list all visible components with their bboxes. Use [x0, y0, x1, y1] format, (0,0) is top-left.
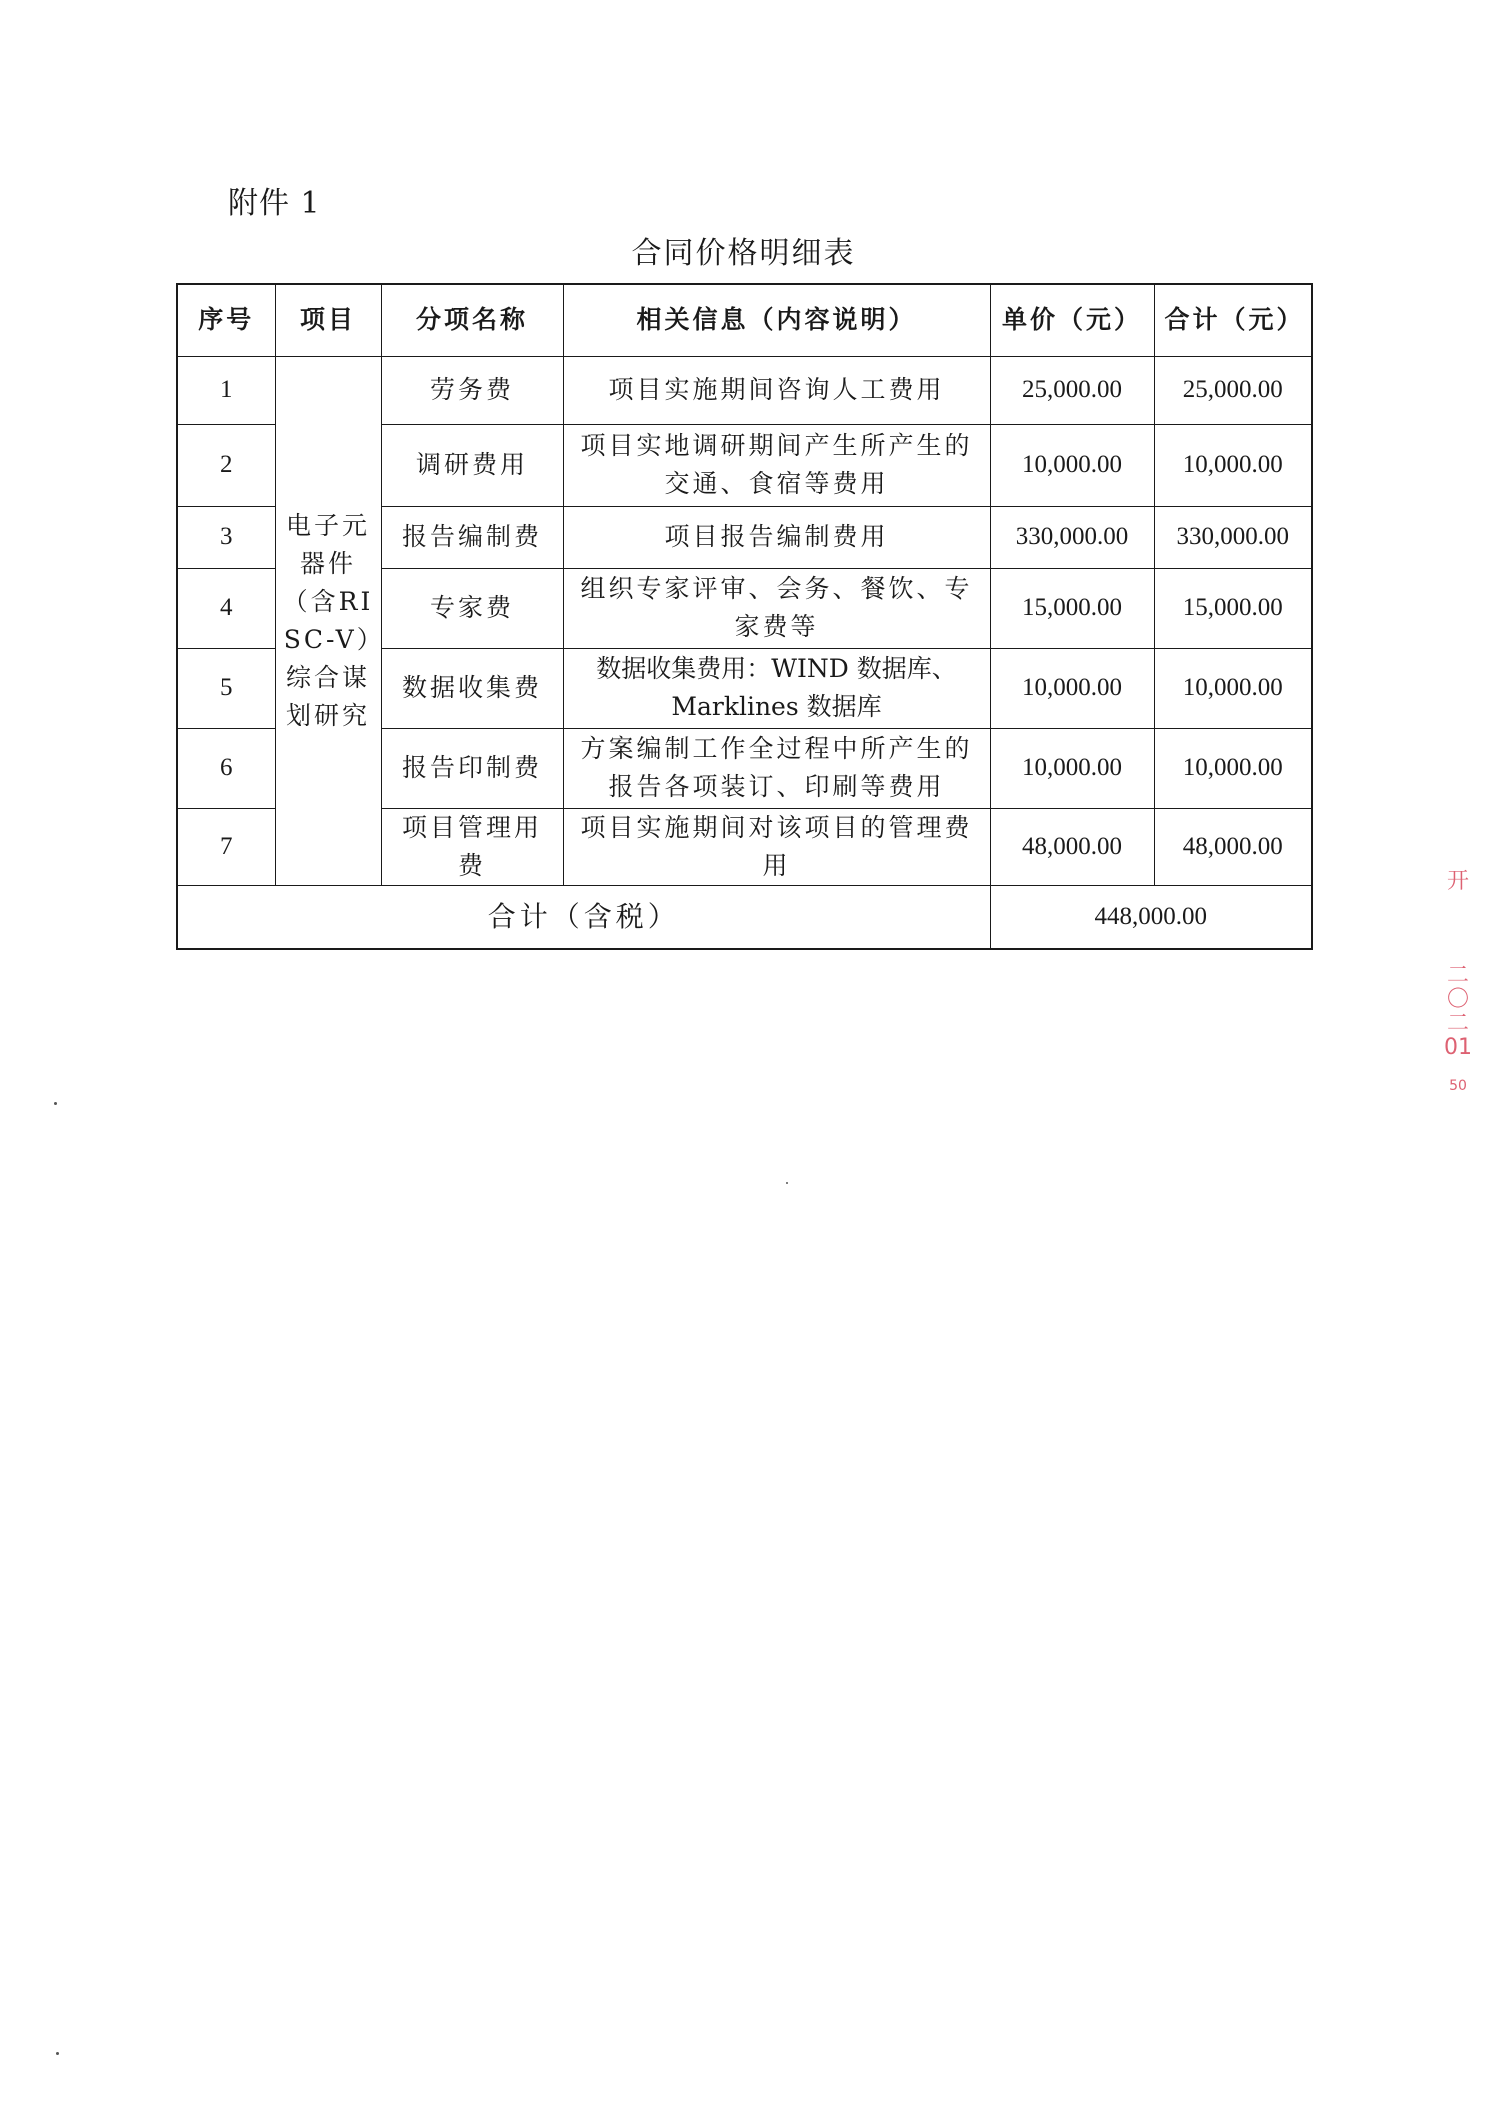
row-unit-price: 15,000.00	[990, 568, 1154, 648]
project-name: 电子元器件（含RISC-V）综合谋划研究	[275, 356, 381, 885]
row-item: 报告编制费	[381, 506, 563, 568]
table-row	[177, 356, 1312, 424]
row-item: 专家费	[381, 568, 563, 648]
row-total: 25,000.00	[1154, 356, 1312, 424]
row-desc: 项目实地调研期间产生所产生的交通、食宿等费用	[563, 424, 990, 506]
row-total: 48,000.00	[1154, 808, 1312, 885]
row-unit-price: 10,000.00	[990, 424, 1154, 506]
attachment-label: 附件 1	[228, 186, 321, 221]
row-unit-price: 330,000.00	[990, 506, 1154, 568]
price-detail-table	[176, 283, 1313, 950]
row-unit-price: 10,000.00	[990, 728, 1154, 808]
header-unit-price: 单价（元）	[990, 284, 1154, 356]
row-total: 15,000.00	[1154, 568, 1312, 648]
row-desc: 组织专家评审、会务、餐饮、专家费等	[563, 568, 990, 648]
row-item: 报告印制费	[381, 728, 563, 808]
row-item: 数据收集费	[381, 648, 563, 728]
row-no: 4	[177, 568, 275, 648]
seal-text: 二〇二	[1446, 963, 1469, 1036]
row-unit-price: 10,000.00	[990, 648, 1154, 728]
row-unit-price: 25,000.00	[990, 356, 1154, 424]
scan-speck	[56, 2052, 59, 2055]
row-no: 6	[177, 728, 275, 808]
header-desc: 相关信息（内容说明）	[563, 284, 990, 356]
seal-text: 01	[1444, 1035, 1472, 1060]
row-desc: 项目实施期间咨询人工费用	[563, 356, 990, 424]
page-title: 合同价格明细表	[631, 236, 856, 271]
row-total: 330,000.00	[1154, 506, 1312, 568]
row-no: 5	[177, 648, 275, 728]
row-desc: 项目实施期间对该项目的管理费用	[563, 808, 990, 885]
row-no: 3	[177, 506, 275, 568]
row-item: 劳务费	[381, 356, 563, 424]
header-total: 合计（元）	[1154, 284, 1312, 356]
row-desc: 数据收集费用：WIND 数据库、Marklines 数据库	[563, 648, 990, 728]
header-project: 项目	[275, 284, 381, 356]
total-value: 448,000.00	[990, 885, 1312, 949]
header-item: 分项名称	[381, 284, 563, 356]
table-header-row	[177, 284, 1312, 356]
row-unit-price: 48,000.00	[990, 808, 1154, 885]
table-total-row	[177, 885, 1312, 949]
row-total: 10,000.00	[1154, 728, 1312, 808]
row-desc: 方案编制工作全过程中所产生的报告各项装订、印刷等费用	[563, 728, 990, 808]
row-total: 10,000.00	[1154, 648, 1312, 728]
header-no: 序号	[177, 284, 275, 356]
seal-stamp	[1440, 870, 1476, 1098]
row-no: 1	[177, 356, 275, 424]
seal-text: 开	[1446, 869, 1469, 894]
row-item: 调研费用	[381, 424, 563, 506]
row-total: 10,000.00	[1154, 424, 1312, 506]
row-no: 7	[177, 808, 275, 885]
total-label: 合计（含税）	[177, 885, 990, 949]
scan-speck	[786, 1182, 788, 1184]
row-no: 2	[177, 424, 275, 506]
scan-speck	[54, 1102, 57, 1105]
row-item: 项目管理用费	[381, 808, 563, 885]
row-desc: 项目报告编制费用	[563, 506, 990, 568]
seal-text: 50	[1449, 1078, 1467, 1094]
